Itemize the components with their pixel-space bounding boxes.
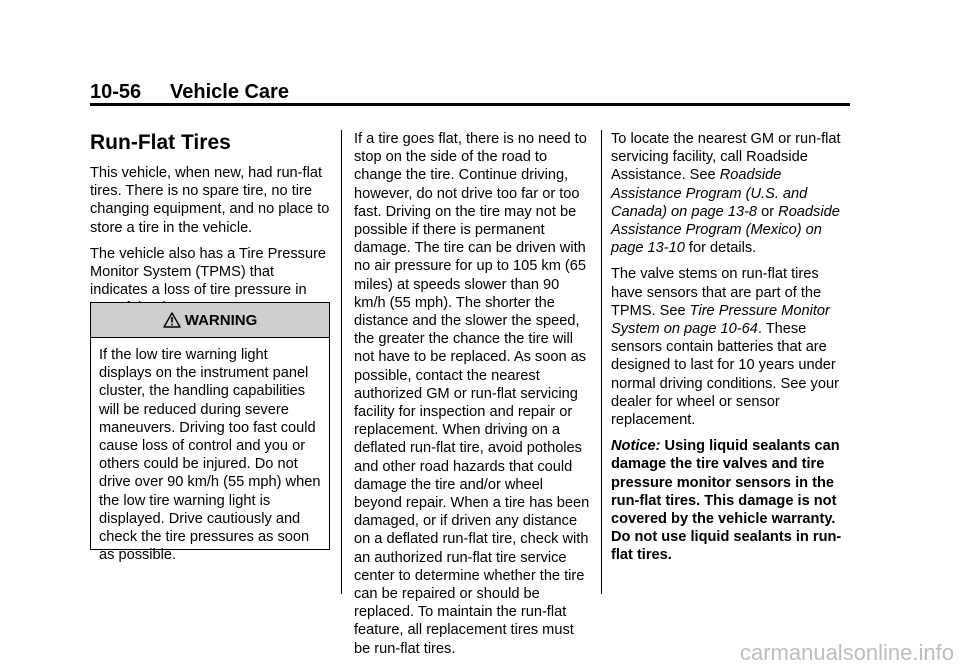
column-divider (601, 130, 602, 594)
section-title: Run-Flat Tires (90, 131, 231, 154)
paragraph (611, 130, 853, 257)
paragraph (611, 265, 853, 429)
cross-reference-link[interactable]: Roadside Assistance Program (Mexico) on page 13-10 (611, 203, 840, 257)
warning-title: WARNING (184, 311, 258, 329)
cross-reference-link[interactable]: Tire Pressure Monitor System on page 10-64 (611, 302, 830, 338)
left-column (90, 130, 330, 326)
column-divider (341, 130, 342, 594)
page-header (90, 78, 850, 106)
middle-column (354, 130, 590, 666)
warning-box (90, 302, 330, 564)
chapter-title: Vehicle Care (170, 81, 289, 103)
watermark: carmanualsonline.info (739, 640, 954, 665)
notice-text: Using liquid sealants can damage the tire valves and tire pressure monitor sensors in the run-flat tires. This damage is not covered by the vehicle warranty. Do not use liquid sealants in run-flat tires. (611, 438, 842, 564)
text-run: for details. (684, 240, 757, 257)
text-run: To locate the nearest GM or run-flat servicing facility, call Roadside Assistance. See (611, 131, 841, 184)
paragraph: This vehicle, when new, had run-flat tires. There is no spare tire, no tire changing equipment, and no place to store a tire in the vehicle. (90, 165, 330, 236)
right-column (611, 130, 853, 573)
paragraph: The vehicle also has a Tire Pressure Monitor System (TPMS) that indicates a loss of tire pressure in (90, 245, 327, 299)
text-run: or (757, 203, 779, 220)
warning-text: If the low tire warning light displays on the instrument panel cluster, the handling capabilities will be reduced during severe maneuvers. Driving too fast could cause loss of control and you or others could be injured. Do not drive over 90 km/h (55 mph) when the low tire warning light is displayed. Drive cautiously and check the tire pressures as soon as possible. (99, 347, 321, 564)
header-rule (90, 103, 850, 106)
text-run: . These sensors contain batteries that are designed to last for 10 years under normal driving conditions. See your dealer for wheel or sensor replacement. (611, 321, 839, 429)
page-number: 10-56 (90, 81, 142, 103)
cross-reference-link[interactable]: Roadside Assistance Program (U.S. and Canada) on page 13-8 (611, 167, 808, 220)
notice-label: Notice: (611, 438, 661, 455)
text-run: The valve stems on run-flat tires have sensors that are part of the TPMS. See (611, 266, 822, 319)
notice (611, 437, 853, 564)
warning-triangle-icon (163, 312, 181, 328)
warning-header (91, 303, 329, 338)
paragraph: If a tire goes flat, there is no need to stop on the side of the road to change the tire. Continue driving, however, do not drive too far or too fast. Driving on the tire may not be possible if there is permanent damage. The tire can be driven with no air pressure for up to 105 km (65 miles) at speeds slower than 90 km/h (55 mph). The shorter the distance and the slower the speed, the greater the chance the tire will not have to be replaced. As soon as possible, contact the nearest authorized GM or run-flat servicing facility for inspection and repair or replacement. When driving on a deflated run-flat tire, avoid potholes and other road hazards that could damage the tire and/or wheel beyond repair. When a tire has been damaged, or if driven any distance on a deflated run-flat tire, check with an authorized run-flat tire service center to determine whether the tire can be repaired or should be replaced. To maintain the run-flat feature, all replacement tires must be run-flat tires. (354, 131, 590, 657)
